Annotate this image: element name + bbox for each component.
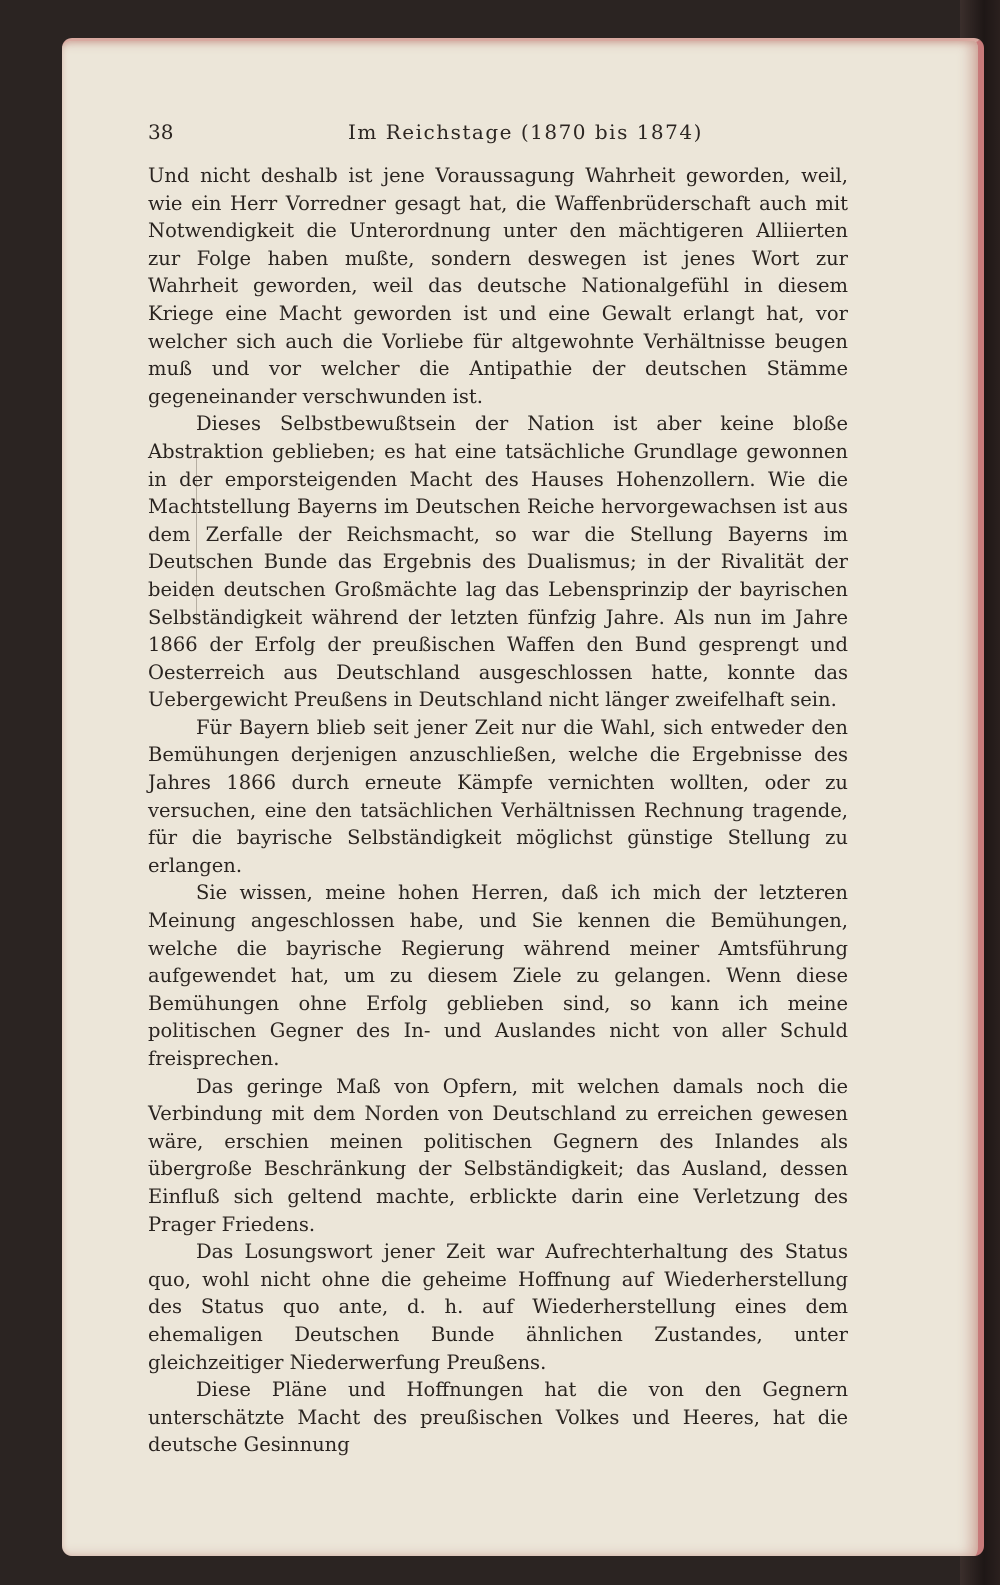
paragraph-4: Sie wissen, meine hohen Herren, daß ich mich der letzteren Meinung angeschlossen habe, und Sie kennen die Bemühungen, welche die bayrische Regierung während meiner Amtsführung aufgewendet hat, um zu diesem Ziele zu gelangen. Wenn diese Bemühungen ohne Erfolg geblieben sind, so kann ich meine politischen Gegner des In- und Auslandes nicht von aller Schuld freisprechen. — [148, 881, 848, 1070]
paragraph-1: Und nicht deshalb ist jene Voraussagung Wahrheit geworden, weil, wie ein Herr Vorredner gesagt hat, die Waffenbrüderschaft auch mit Notwendigkeit die Unterordnung unter den mächtigeren Alliierten zur Folge haben mußte, sondern deswegen ist jenes Wort zur Wahrheit geworden, weil das deutsche Nationalgefühl in diesem Kriege eine Macht geworden ist und eine Gewalt erlangt hat, vor welcher sich auch die Vorliebe für altgewohnte Verhältnisse beugen muß und vor welcher die Antipathie der deutschen Stämme gegeneinander verschwunden ist. — [148, 164, 848, 408]
paragraph-3: Für Bayern blieb seit jener Zeit nur die Wahl, sich entweder den Bemühungen derjenigen anzuschließen, welche die Ergebnisse des Jahres 1866 durch erneute Kämpfe vernichten wollten, oder zu versuchen, eine den tatsächlichen Verhältnissen Rechnung tragende, für die bayrische Selbständigkeit möglichst günstige Stellung zu erlangen. — [148, 715, 848, 877]
paragraph-6: Das Losungswort jener Zeit war Aufrechterhaltung des Status quo, wohl nicht ohne die geheime Hoffnung auf Wiederherstellung des Status quo ante, d. h. auf Wiederherstellung eines dem ehemaligen Deutschen Bunde ähnlichen Zustandes, unter gleichzeitiger Niederwerfung Preußens. — [148, 1240, 848, 1374]
margin-pencil-mark — [196, 455, 197, 625]
body-text — [148, 162, 848, 1459]
paragraph-5: Das geringe Maß von Opfern, mit welchen damals noch die Verbindung mit dem Norden von Deutschland zu erreichen gewesen wäre, erschien meinen politischen Gegnern des Inlandes als übergroße Beschränkung der Selbständigkeit; das Ausland, dessen Einfluß sich geltend machte, erblickte darin eine Verletzung des Prager Friedens. — [148, 1074, 848, 1236]
page-header — [148, 120, 838, 150]
running-title: Im Reichstage (1870 bis 1874) — [348, 120, 703, 144]
paragraph-7: Diese Pläne und Hoffnungen hat die von den Gegnern unterschätzte Macht des preußischen Volkes und Heeres, hat die deutsche Gesinnung — [148, 1378, 848, 1457]
paragraph-2: Dieses Selbstbewußtsein der Nation ist aber keine bloße Abstraktion geblieben; es hat eine tatsächliche Grundlage gewonnen in der emporsteigenden Macht des Hauses Hohenzollern. Wie die Machtstellung Bayerns im Deutschen Reiche hervorgewachsen ist aus dem Zerfalle der Reichsmacht, so war die Stellung Bayerns im Deutschen Bunde das Ergebnis des Dualismus; in der Rivalität der beiden deutschen Großmächte lag das Lebensprinzip der bayrischen Selbständigkeit während der letzten fünfzig Jahre. Als nun im Jahre 1866 der Erfolg der preußischen Waffen den Bund gesprengt und Oesterreich aus Deutschland ausgeschlossen hatte, konnte das Uebergewicht Preußens in Deutschland nicht länger zweifelhaft sein. — [148, 412, 848, 712]
page-number: 38 — [148, 120, 174, 144]
